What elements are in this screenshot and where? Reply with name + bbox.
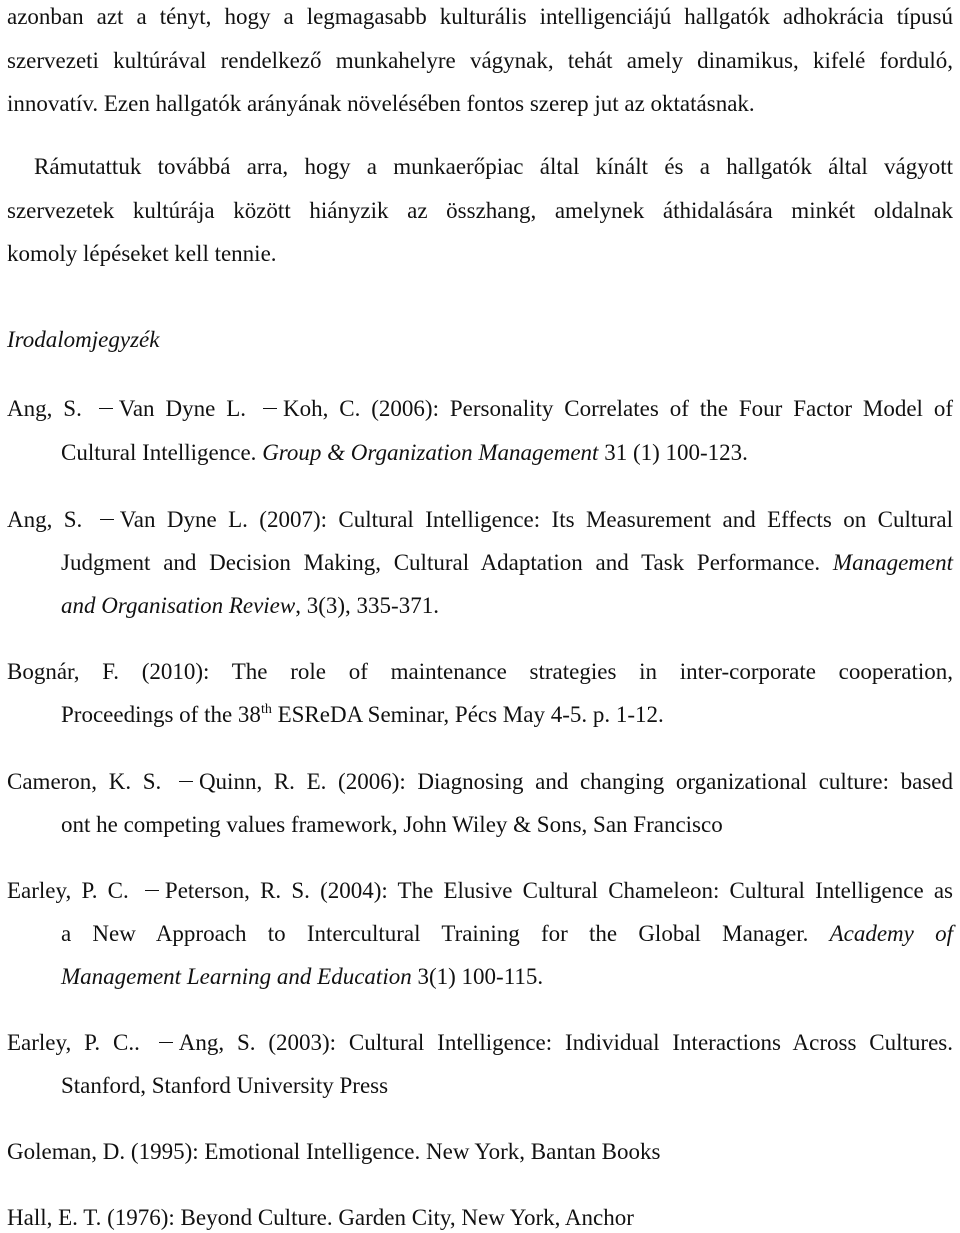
reference-entry: Ang, S. Van Dyne L. (2007): Cultural Intelligence: Its Measurement and Effects on Cultural [7, 507, 954, 532]
reference-continuation: Stanford, Stanford University Press [61, 1073, 389, 1098]
body-text-line: szervezetek kultúrája között hiányzik az összhang, amelynek áthidalására minkét oldalnak [7, 198, 953, 223]
reference-entry: Cameron, K. S. Quinn, R. E. (2006): Diagnosing and changing organizational culture: based [7, 769, 953, 794]
body-text-line: szervezeti kultúrával rendelkező munkahelyre vágynak, tehát amely dinamikus, kifelé forduló, [7, 48, 953, 73]
dash-separator [99, 408, 113, 409]
references-heading: Irodalomjegyzék [7, 327, 160, 352]
reference-continuation: ont he competing values framework, John Wiley & Sons, San Francisco [61, 812, 723, 837]
body-text-line: innovatív. Ezen hallgatók arányának növelésében fontos szerep jut az oktatásnak. [7, 91, 755, 116]
reference-entry: Hall, E. T. (1976): Beyond Culture. Garden City, New York, Anchor [7, 1205, 634, 1230]
reference-continuation: Judgment and Decision Making, Cultural Adaptation and Task Performance. Management [61, 550, 953, 575]
reference-entry: Earley, P. C. Peterson, R. S. (2004): The Elusive Cultural Chameleon: Cultural Intelligence as [7, 878, 953, 903]
body-text-line: komoly lépéseket kell tennie. [7, 241, 277, 266]
reference-continuation: Management Learning and Education 3(1) 100-115. [61, 964, 544, 989]
reference-continuation: a New Approach to Intercultural Training for the Global Manager. Academy of [61, 921, 953, 946]
reference-continuation: Cultural Intelligence. Group & Organization Management 31 (1) 100-123. [61, 440, 748, 465]
dash-separator [100, 519, 114, 520]
body-text-line: Rámutattuk továbbá arra, hogy a munkaerőpiac által kínált és a hallgatók által vágyott [34, 154, 953, 179]
body-text-line: azonban azt a tényt, hogy a legmagasabb kulturális intelligenciájú hallgatók adhokrácia típusú [7, 4, 953, 29]
reference-continuation: and Organisation Review, 3(3), 335-371. [61, 593, 439, 618]
reference-entry: Earley, P. C.. Ang, S. (2003): Cultural Intelligence: Individual Interactions Across Cultures. [7, 1030, 953, 1055]
reference-entry: Ang, S. Van Dyne L. Koh, C. (2006): Personality Correlates of the Four Factor Model of [7, 396, 954, 421]
reference-entry: Goleman, D. (1995): Emotional Intelligence. New York, Bantan Books [7, 1139, 661, 1164]
dash-separator [179, 781, 193, 782]
reference-entry: Bognár, F. (2010): The role of maintenance strategies in inter-corporate cooperation, [7, 659, 953, 684]
dash-separator [263, 408, 277, 409]
dash-separator [145, 890, 159, 891]
reference-continuation: Proceedings of the 38th ESReDA Seminar, Pécs May 4-5. p. 1-12. [61, 702, 664, 727]
dash-separator [159, 1042, 173, 1043]
